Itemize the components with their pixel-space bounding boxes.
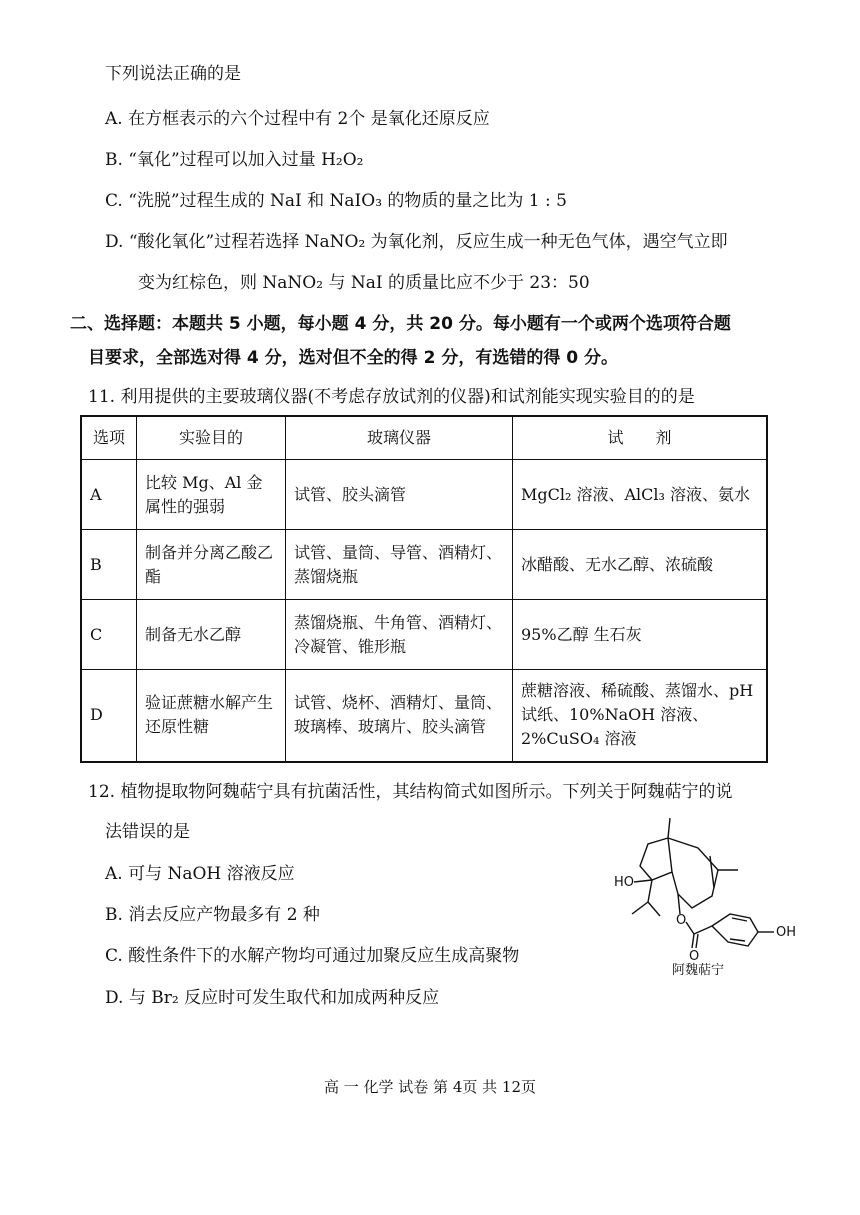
page-footer: 高 一 化学 试卷 第 4页 共 12页	[323, 1078, 536, 1096]
q12-option-c: C. 酸性条件下的水解产物均可通过加聚反应生成高聚物	[105, 946, 520, 966]
q10-option-d: D. “酸化氧化”过程若选择 NaNO₂ 为氧化剂，反应生成一种无色气体，遇空气立即	[105, 232, 728, 252]
header-reagents: 试 剂	[513, 416, 768, 460]
header-purpose: 实验目的	[137, 416, 286, 460]
cell-option: B	[81, 530, 137, 600]
cell-purpose: 制备无水乙醇	[137, 600, 286, 670]
cell-glassware: 试管、烧杯、酒精灯、量筒、玻璃棒、玻璃片、胶头滴管	[286, 670, 513, 762]
molecular-structure-diagram	[600, 810, 810, 990]
cell-purpose: 比较 Mg、Al 金属性的强弱	[137, 460, 286, 530]
cell-option: C	[81, 600, 137, 670]
cell-purpose: 制备并分离乙酸乙酯	[137, 530, 286, 600]
cell-reagents: 冰醋酸、无水乙醇、浓硫酸	[513, 530, 768, 600]
structure-label-o-ester: O	[676, 913, 687, 928]
q10-stem: 下列说法正确的是	[105, 64, 241, 84]
structure-caption: 阿魏萜宁	[672, 963, 725, 978]
q10-option-b: B. “氧化”过程可以加入过量 H₂O₂	[105, 150, 364, 170]
cell-reagents: 蔗糖溶液、稀硫酸、蒸馏水、pH 试纸、10%NaOH 溶液、2%CuSO₄ 溶液	[513, 670, 768, 762]
experiment-table	[80, 415, 768, 763]
q12-option-b: B. 消去反应产物最多有 2 种	[105, 905, 320, 925]
structure-label-o-carbonyl: O	[689, 949, 700, 964]
cell-reagents: 95%乙醇 生石灰	[513, 600, 768, 670]
q10-option-a: A. 在方框表示的六个过程中有 2个 是氧化还原反应	[105, 109, 490, 129]
cell-glassware: 试管、量筒、导管、酒精灯、蒸馏烧瓶	[286, 530, 513, 600]
q10-option-c: C. “洗脱”过程生成的 NaI 和 NaIO₃ 的物质的量之比为 1 : 5	[105, 191, 567, 211]
cell-option: A	[81, 460, 137, 530]
header-glassware: 玻璃仪器	[286, 416, 513, 460]
q12-option-a: A. 可与 NaOH 溶液反应	[105, 864, 295, 884]
section-2-line-1: 二、选择题：本题共 5 小题，每小题 4 分，共 20 分。每小题有一个或两个选项符合题	[70, 314, 731, 334]
cell-glassware: 蒸馏烧瓶、牛角管、酒精灯、冷凝管、锥形瓶	[286, 600, 513, 670]
section-2-line-2: 目要求，全部选对得 4 分，选对但不全的得 2 分，有选错的得 0 分。	[88, 348, 618, 368]
table-row	[81, 530, 767, 600]
structure-label-ho: HO	[614, 875, 635, 890]
table-row	[81, 670, 767, 762]
structure-bonds	[632, 818, 774, 948]
structure-label-oh: OH	[776, 925, 797, 940]
q11-stem: 11. 利用提供的主要玻璃仪器(不考虑存放试剂的仪器)和试剂能实现实验目的的是	[88, 387, 695, 407]
table-row	[81, 460, 767, 530]
q12-stem-line-2: 法错误的是	[105, 822, 190, 842]
cell-purpose: 验证蔗糖水解产生还原性糖	[137, 670, 286, 762]
cell-option: D	[81, 670, 137, 762]
q12-option-d: D. 与 Br₂ 反应时可发生取代和加成两种反应	[105, 988, 440, 1008]
q12-stem-line-1: 12. 植物提取物阿魏萜宁具有抗菌活性，其结构简式如图所示。下列关于阿魏萜宁的说	[88, 782, 733, 802]
table-header-row	[81, 416, 767, 460]
table-row	[81, 600, 767, 670]
header-option: 选项	[81, 416, 137, 460]
cell-glassware: 试管、胶头滴管	[286, 460, 513, 530]
cell-reagents: MgCl₂ 溶液、AlCl₃ 溶液、氨水	[513, 460, 768, 530]
q10-option-d-cont: 变为红棕色，则 NaNO₂ 与 NaI 的质量比应不少于 23：50	[138, 273, 590, 293]
